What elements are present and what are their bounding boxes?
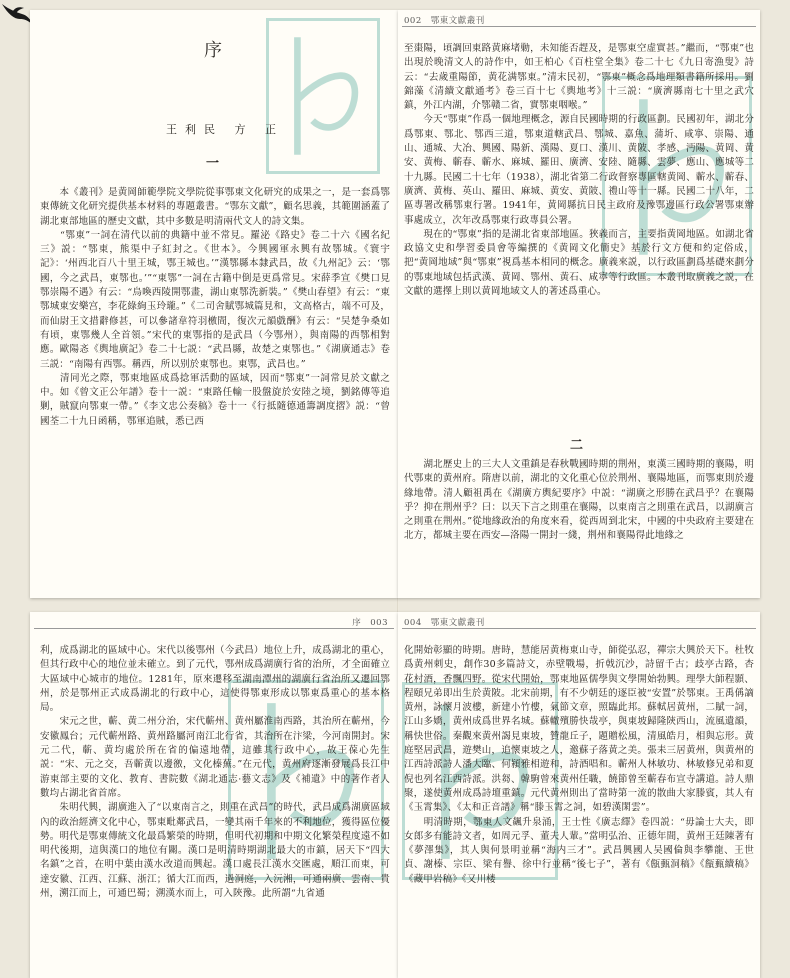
running-header: 004 鄂東文獻叢刊 <box>404 618 485 628</box>
header-rule <box>34 628 394 629</box>
page-preface-2 <box>398 10 760 598</box>
body-text: 本《叢刊》是黄岡師範學院文學院從事鄂東文化研究的成果之一，是一套爲鄂東傳統文化研究提供基本材料的專題叢書。“鄂东文獻”，顧名思義，其範圍涵蓋了湖北東部地區的歷史文獻，其中多數是明清兩代文人的詩文集。 “鄂東”一詞在清代以前的典籍中並不常見。羅泌《路史》卷二十六《國名紀三》説：“鄂東，熊渠中子紅封之。《世本》。今興國軍永興有故鄂城。《寰宇記》：‘州西北百八十里王城，鄂王城也。’”漢鄂縣本隸武昌，故《九州記》云：‘鄂國，今之武昌，東鄂也。’”“東鄂”一詞在古籍中倒是更爲常見。宋薛季宣《樊口見鄂崇陽不遇》有云：“烏喚西陵開鄂畫，湖山東鄂洗新裝。”《樊山春望》有云：“東鄂城東安樂宫，李花綠絢玉玲瓏。”《二司舍賦鄂城篇見和，文高格古，端不可及，而仙尉王文措辭修甚，可以參諸韋符羽檄間，復次元韻戲酬》有云：“吴楚争桑如有頃，東鄂幾人全首領。”宋代的東鄂指的是武昌（今鄂州），與南陽的西鄂相對應。歐陽忞《輿地廣記》卷二十七説：“武昌縣，故楚之東鄂也。”《湖廣通志》卷三説：“南陽有西鄂。稱西，所以别於東鄂也。東鄂，武昌也。” 清同光之際，鄂東地區成爲捻軍活動的區域，因而“鄂東”一詞常見於文獻之中。如《曾文正公年譜》卷十一説：“東路任輸一股盤旋於安陸之境，劉銘傳等追剿，賊竄向鄂東一帶。”《李文忠公奏稿》卷十一《行抵隨德通籌調度摺》説：“曾國荃二十九日函稱，鄂軍追賊，悉已西 <box>40 187 390 427</box>
page-preface-1 <box>30 10 398 598</box>
running-header: 序 003 <box>352 618 388 628</box>
section-numeral: 一 <box>206 156 220 171</box>
preface-title: 序 <box>204 40 224 61</box>
body-text: 化開始彰顯的時期。唐時，慧能居黄梅東山寺，師從弘忍，禪宗大興於天下。杜牧爲黄州刺史，創作30多篇詩文，赤壁戰場，折戟沉沙，詩留千古；歧亭古路，杏花村酒，香飄四野。從宋代開始，鄂東地區儒學與文學開始勃興。理學大師程顥、程頤兄弟即出生於黄陂。北宋前期，有不少朝廷的逐臣被“安置”於鄂東。王禹偁謫黄州，詠懷月波樓，新建小竹樓，氣節文章，照臨此邦。蘇軾居黄州，二賦一詞，江山多嬌，黄州成爲世界名城。蘇轍殯勝快哉亭，與東坡歸隆陝西山，流風遺韻，稱快世俗。秦觀來黄州謁見東坡，贊龍丘子，題贈松風，清風皓月，相與忘形。黄庭堅居武昌，遊樊山，追懷東坡之人，邀蘇子落黄之美。張耒三居黄州，與黄州的江西詩派詩人潘大臨、何潁雅相遊和，詩酒唱和。蘄州人林敏功、林敏修兄弟和夏倪也列名江西詩派。洪芻、韓駒曾來黄州任職，饒節曾至蘄春布宣寺講道。詩人鼎聚，遂使黄州成爲詩壇重鎮。元代黄州則出了當時第一流的散曲大家滕賓，其人有《玉霄集》、《太和正音譜》稱“滕玉霄之詞，如碧漢閑雲”。 明清時期，鄂東人文飆升泉涌，王士性《廣志繹》卷四説：“毋論士大夫，即女郎多有能詩文者，如周元孚、董夫人輩。”當明弘治、正德年間，黄州王廷陳著有《夢澤集》，其人與何景明並稱“海内三才”。武昌興國人吴國倫與李攀龍、王世貞、謝榛、宗臣、梁有譽、徐中行並稱“後七子”，著有《甔甀洞稿》《甔甀續稿》《藏甲岩稿》《又川楼 <box>404 645 754 885</box>
author-line: 王利民 方 正 <box>166 123 284 136</box>
watermark-logo <box>266 18 380 174</box>
section-numeral: 二 <box>570 438 584 453</box>
page-preface-3 <box>30 612 398 978</box>
body-text: 利，成爲湖北的區域中心。宋代以後鄂州（今武昌）地位上升，成爲湖北的重心，但其行政中心的地位並未確立。到了元代，鄂州成爲湖廣行省的治所，才全面確立大區域中心城市的地位。1281年，原來遷移至湖南潭州的湖廣行省治所又遷回鄂州，於是鄂州正式成爲湖北的行政中心，這使得鄂東形成以鄂東爲重心的基本格局。 宋元之世，蘄、黄二州分治，宋代蘄州、黄州屬淮南西路，其治所在蘄州，今安徽鳳台；元代蘄州路、黄州路屬河南江北行省，其治所在汴梁，今河南開封。宋元二代，蘄、黄均處於所在省的偏遠地帶，這雖其行政中心，故王葆心先生説：“宋、元之交，吾蘄黄以邊徼，文化榛蕪。”在元代，黄州府逐漸發展爲長江中游東部主要的文化、教育、書院數《湖北通志·藝文志》及《補遺》中的著作者人數均占湖北省首席。 朱明代興，湖廣進入了“以東南言之，則重在武昌”的時代，武昌成爲湖廣區域內的政治經濟文化中心，鄂東毗鄰武昌，一變其兩千年來的不利地位，獲得區位優勢。明代是鄂東傳統文化最爲繁榮的時期，但明代初期和中期文化繁榮程度遠不如明代後期，這與漢口的地位有關。漢口是明清時期湖北最大的市鎮，居天下“四大名鎮”之首，在明中葉由漢水改道而興起。漢口處長江漢水交匯處，順江而東，可達安徽、江西、江蘇、浙江；循大江而西，過洞庭，入沅湘，可通兩廣、雲南、貴州，溯江而上，可通巴蜀；溯漢水而上，可入陝豫。此所謂“九省通 <box>40 645 390 900</box>
running-header: 002 鄂東文獻叢刊 <box>404 16 485 26</box>
page-preface-4 <box>398 612 760 978</box>
header-rule <box>402 26 756 27</box>
body-text-2: 湖北歷史上的三大人文重鎮是春秋戰國時期的荆州，東漢三國時期的襄陽，明代鄂東的黄州府。隋唐以前，湖北的文化重心位於荆州、襄陽地區，而鄂東則於邊緣地帶。清人顧祖禹在《湖廣方輿紀要序》中説：“湖廣之形勝在武昌乎？在襄陽乎？抑在荆州乎？曰：以天下言之則重在襄陽，以東南言之則重在武昌，以湖廣言之則重在荆州。”從地緣政治的角度來看，從西周到北宋，中國的中央政府主要建在北方，都城主要在西安—洛陽一開封一綫，荆州和襄陽得此地緣之 <box>404 459 754 542</box>
header-rule <box>402 628 756 629</box>
body-text: 至棗陽，頃調回東路黄麻堵勦，未知能否趕及，是鄂東空虚實甚。”繼而，“鄂東”也出現於晚清文人的詩作中，如王柏心《百柱堂全集》卷二十七《九日寄漁叟》詩云：“去歲重陽節，黄花满鄂東。”清末民初，“鄂東”概念爲地理類書籍所採用。劉錦藻《清續文獻通考》卷三百十七《輿地考》十三説：“廣濟縣南七十里之武穴鎮，外江内湖，介鄂贛二省，實鄂東咽喉。” 今天“鄂東”作爲一個地理概念，源自民國時期的行政區劃。民國初年，湖北分爲鄂東、鄂北、鄂西三道，鄂東道轄武昌、鄂城、嘉魚、蒲圻、咸寧、崇陽、通山、通城、大冶、興國、陽新、漢陽、夏口、漢川、黄陂、孝感、沔陽、黄岡、黄安、黄梅、蘄春、蘄水、麻城、羅田、廣濟、安陸、隨縣、雲夢、應山、應城等二十九縣。民國二十七年（1938），湖北省第二行政督察專區轄黄岡、蘄水、蘄春、廣濟、黄梅、英山、羅田、麻城、黄安、黄陂、禮山等十一縣。民國二十八年，二區專署改稱鄂東行署。1941年，黄岡縣抗日民主政府及豫鄂邊區行政公署鄂東辦事處成立，次年改爲鄂東行政專員公署。 現在的“鄂東”指的是湖北省東部地區。狹義而言，主要指黄岡地區。如湖北省政協文史和學習委員會等編撰的《黄岡文化簡史》基於行文方便和約定俗成，把“黄岡地域”與“鄂東”視爲基本相同的概念。廣義來説，以行政區劃爲基礎來劃分的鄂東地域包括武漢、黄岡、鄂州、黄石、咸寧等行政區。本叢刊取廣義之説，在文獻的選擇上則以黄岡地域文人的著述爲重心。 <box>404 43 754 298</box>
